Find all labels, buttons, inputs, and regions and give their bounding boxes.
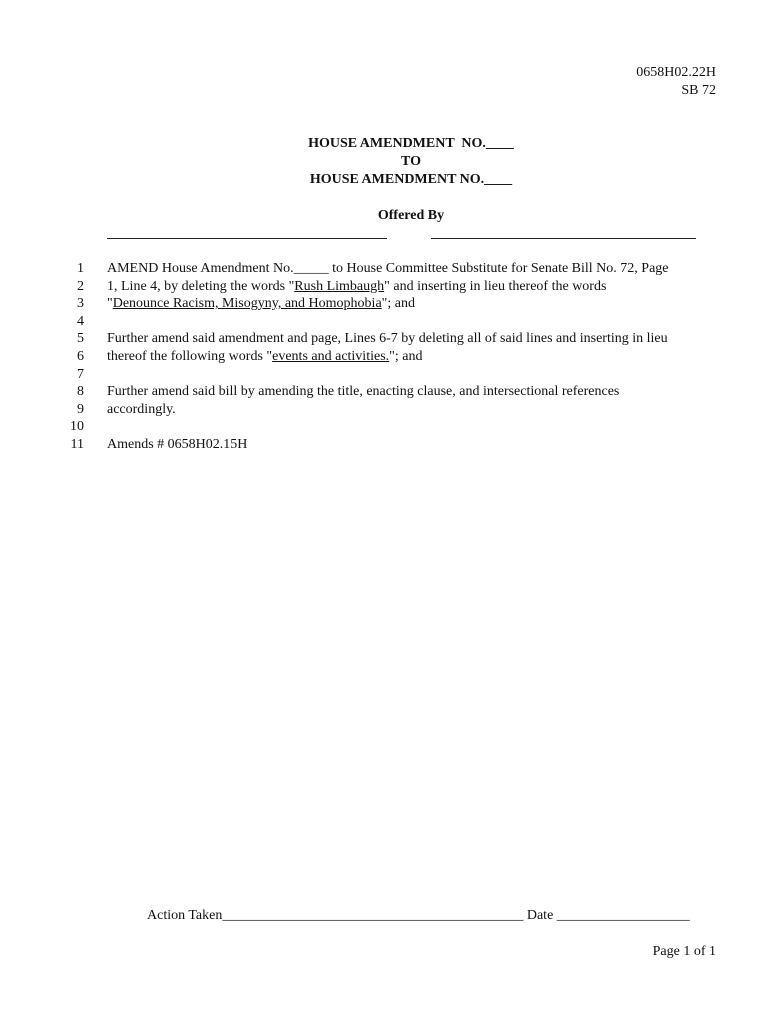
body-line-4 <box>107 313 719 331</box>
line-number: 7 <box>77 366 84 382</box>
body-line-10 <box>107 418 719 436</box>
body-line-9: accordingly. <box>107 401 176 417</box>
sponsor-signature-line-right <box>431 238 696 239</box>
bill-number: SB 72 <box>681 83 716 98</box>
body-text: " and inserting in lieu thereof the words <box>384 278 607 294</box>
doc-number: 0658H02.22H <box>636 65 716 80</box>
title-line-3: HOUSE AMENDMENT NO.____ <box>309 172 513 187</box>
body-text: 1, Line 4, by deleting the words " <box>107 278 295 294</box>
body-line-2 <box>107 278 719 296</box>
page-number: Page 1 of 1 <box>652 944 716 959</box>
line-number: 2 <box>77 278 84 294</box>
line-number: 6 <box>77 348 84 364</box>
line-number-column <box>60 260 84 454</box>
line-number: 5 <box>77 331 84 347</box>
deleted-words: Rush Limbaugh <box>294 278 385 294</box>
line-number: 11 <box>70 436 84 452</box>
body-text: "; and <box>381 296 415 312</box>
body-line-7 <box>107 366 719 384</box>
body-line-11: Amends # 0658H02.15H <box>107 436 248 452</box>
title-line-2: TO <box>401 154 421 169</box>
body-line-1: AMEND House Amendment No._____ to House Committee Substitute for Senate Bill No. 72, Page <box>107 261 669 276</box>
body-line-3 <box>107 295 719 313</box>
offered-by-label: Offered By <box>377 208 445 223</box>
amendment-body <box>107 260 719 454</box>
line-number: 9 <box>77 401 84 417</box>
body-text: thereof the following words " <box>107 348 273 364</box>
line-number: 10 <box>70 419 84 435</box>
title-line-1: HOUSE AMENDMENT NO.____ <box>308 136 514 151</box>
inserted-words: events and activities. <box>272 348 390 364</box>
document-identifier <box>636 64 716 100</box>
line-number: 4 <box>77 313 84 329</box>
body-text: "; and <box>389 348 423 364</box>
amendment-title <box>0 135 770 189</box>
line-number: 1 <box>77 261 84 276</box>
body-line-8: Further amend said bill by amending the title, enacting clause, and intersectional references <box>107 384 620 400</box>
sponsor-signature-line-left <box>107 238 387 239</box>
line-number: 3 <box>77 296 84 312</box>
body-text: " <box>107 296 113 312</box>
action-taken-line: Action Taken___________________________________________ Date ___________________ <box>147 908 690 923</box>
body-line-6 <box>107 348 719 366</box>
line-number: 8 <box>77 384 84 400</box>
body-line-5: Further amend said amendment and page, Lines 6-7 by deleting all of said lines and inserting in lieu <box>107 331 668 347</box>
inserted-words: Denounce Racism, Misogyny, and Homophobia <box>112 296 382 312</box>
